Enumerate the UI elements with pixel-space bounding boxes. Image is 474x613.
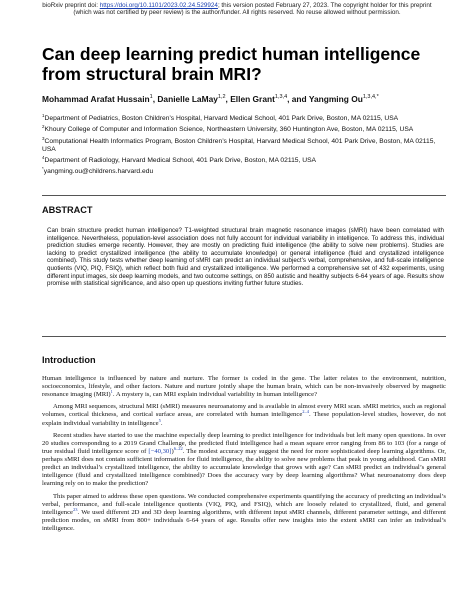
author-list: Mohammad Arafat Hussain$^1$, Danielle LaMay$^{1,2}$, Ellen Grant$^{1,3,4}$, and Yangming $Ou^{1,3,4,*}$ <box>42 93 379 104</box>
paper-title: Can deep learning predict human intelligence from structural brain MRI? <box>42 44 421 84</box>
affiliation-text: Computational Health Informatics Program, Boston Children’s Hospital, Harvard Medical School, 401 Park Drive, Boston, MA 02115, USA <box>42 137 436 153</box>
paragraph-text: This paper aimed to address these open questions. We conducted comprehensive experiments quantifying the accuracy of predicting an individual’s verbal, performance, and full-scale intelligence quotients (VIQ, PIQ, and FSIQ), which are loosely related to crystallized, fluid, and general intelligence <box>42 492 446 516</box>
author-name: Yangming Ou <box>308 93 363 104</box>
paragraph-text: . <box>160 419 163 427</box>
affiliation <box>42 112 447 123</box>
author-name: Mohammad Arafat Hussain <box>42 93 150 104</box>
citation[interactable]: 2–4 <box>302 409 310 415</box>
citation[interactable]: 23 <box>72 506 78 512</box>
author-affil-sup: 1,3,4,* <box>362 94 379 100</box>
doi-link[interactable]: https://doi.org/10.1101/2023.02.24.529924 <box>99 2 218 9</box>
affiliation-text: Khoury College of Computer and Information Science, Northeastern University, 360 Huntington Ave, Boston, MA 02115, USA <box>44 126 414 134</box>
corresponding-email <box>42 165 447 176</box>
banner-suffix: ; this version posted February 27, 2023. The copyright holder for this preprint <box>217 2 432 9</box>
paragraph <box>42 403 446 427</box>
banner-line-2: (which was not certified by peer review) is the author/funder. All rights reserved. No reuse allowed without permission. <box>73 9 401 17</box>
paragraph-text: . We used different 2D and 3D deep learning algorithms, with different input sMRI channels, different parameter settings, and different prediction modes, on sMRI from 800+ individuals 6-64 years of age. Results offer new insights into the extent sMRI can infer an individual’s intelligence. <box>42 508 446 532</box>
abstract-text: Can brain structure predict human intelligence? T1-weighted structural brain magnetic resonance images (sMRI) have been correlated with intelligence. Nevertheless, population-level association does not fully account for individual variability in intelligence. To address this, individual prediction studies emerge recently. However, they are mostly on predicting fluid intelligence (the ability to solve new problems). Studies are lacking to predict crystallized intelligence (the ability to accumulate knowledge) or general intelligence (fluid and crystallized intelligence combined). This study tests whether deep learning of sMRI can predict an individual subject’s verbal, comprehensive, and full-scale intelligence quotients (VIQ, PIQ, FSIQ), which reflect both fluid and crystallized intelligence. We performed a comprehensive set of 432 experiments, using different input images, six deep learning models, and two outcome settings, on 850 autistic and healthy subjects 6-64 years of age. Results show promise with statistical significance, and also open up questions inviting further future studies. <box>47 227 444 288</box>
author-name: Ellen Grant <box>230 93 275 104</box>
paragraph-text: Recent studies have started to use the machine especially deep learning to predict intelligence for individuals but left many open questions. In over 20 studies corresponding to a 2019 Grand Challenge, the predicted fluid intelligence had a mean square error ranging from 86 to 103 (for a range of true residual fluid intelligence score of <box>42 431 446 455</box>
paragraph: Recent studies have started to use the machine especially deep learning to predict intelligence for individuals but left many open questions. In over 20 studies corresponding to a 2019 Grand Challenge, the predicted fluid intelligence had a mean square error ranging from 86 to 103 (for a range of true residual fluid intelligence score of [−40,30])$^{6-22}$. The modest accuracy may suggest the need for more sophisticated deep learning algorithms. Or, perhaps sMRI does not contain sufficient information for fluid intelligence, the ability to solve new problems that peak in young adulthood. Can sMRI predict an individual’s crystallized intelligence, the ability to accumulate knowledge that grows with age? Can sMRI predict an individual’s general intelligence (fluid and crystallized intelligence combined)? Does the accuracy vary by deep learning algorithms? What neuroanatomy does deep learning rely on to make the prediction? <box>42 431 447 488</box>
affiliation <box>42 135 447 154</box>
citation[interactable]: 6–22 <box>173 445 183 451</box>
divider-bottom <box>42 336 446 337</box>
introduction-body <box>42 375 446 537</box>
paragraph-text: . The modest accuracy may suggest the need for more sophisticated deep learning algorithms. Or, perhaps sMRI does not contain sufficient information for fluid intelligence, the ability to solve new problems that peak in young adulthood. Can sMRI predict an individual’s crystallized intelligence, the ability to accumulate knowledge that grows with age? Can sMRI predict an individual’s general intelligence (fluid and crystallized intelligence combined)? Does the accuracy vary by deep learning algorithms? What neuroanatomy does deep learning rely on to make the prediction? <box>42 447 447 488</box>
affiliation-sup: 2 <box>42 124 45 130</box>
author-name: Danielle LaMay <box>157 93 218 104</box>
banner-line-1 <box>0 2 474 9</box>
introduction-heading: Introduction <box>42 355 96 365</box>
affiliation-sup: 4 <box>42 155 45 161</box>
range-link[interactable]: [−40,30] <box>148 447 172 455</box>
affiliation-sup: 1 <box>42 113 45 118</box>
affiliations <box>42 112 447 177</box>
affiliation <box>42 154 447 165</box>
banner-prefix: bioRxiv preprint doi: <box>42 2 100 9</box>
author-affil-sup: 1,3,4 <box>274 94 288 100</box>
affiliation <box>42 123 447 134</box>
paragraph-text: . A mystery is, can MRI explain individual variability in human intelligence? <box>112 391 318 399</box>
paragraph-text: Among MRI sequences, structural MRI (sMRI) measures neuroanatomy and is available in almost every MRI scan. sMRI metrics, such as regional volumes, cortical thickness, and cortical surface areas, are correlated with human intelligence <box>42 403 446 419</box>
affiliation-text: Department of Radiology, Harvard Medical School, 401 Park Drive, Boston, MA 02115, USA <box>44 157 316 165</box>
paragraph-text: Human intelligence is influenced by nature and nurture. The former is coded in the gene. The latter relates to the environment, nutrition, socioeconomics, lifestyle, and other factors. Nature and nurture jointly shape the human brain, which can be non-invasively observed by magnetic resonance imaging (MRI) <box>42 375 446 399</box>
abstract-heading: ABSTRACT <box>42 205 93 215</box>
paragraph <box>42 493 446 533</box>
divider-top <box>42 195 446 196</box>
citation[interactable]: 1 <box>110 388 113 394</box>
paragraph-text: . These population-level studies, however, do not explain individual variability in intelligence <box>42 411 446 427</box>
preprint-banner <box>0 2 474 16</box>
paragraph <box>42 375 446 399</box>
email-text[interactable]: yangming.ou@childrens.harvard.edu <box>43 168 154 176</box>
citation[interactable]: 5 <box>158 417 161 423</box>
affiliation-sup: 3 <box>42 135 45 141</box>
affiliation-text: Department of Pediatrics, Boston Children’s Hospital, Harvard Medical School, 401 Park Drive, Boston, MA 02115, USA <box>44 115 399 123</box>
author-affil-sup: 1 <box>149 94 153 100</box>
affiliation-sup: * <box>42 166 44 172</box>
author-affil-sup: 1,2 <box>217 94 226 100</box>
